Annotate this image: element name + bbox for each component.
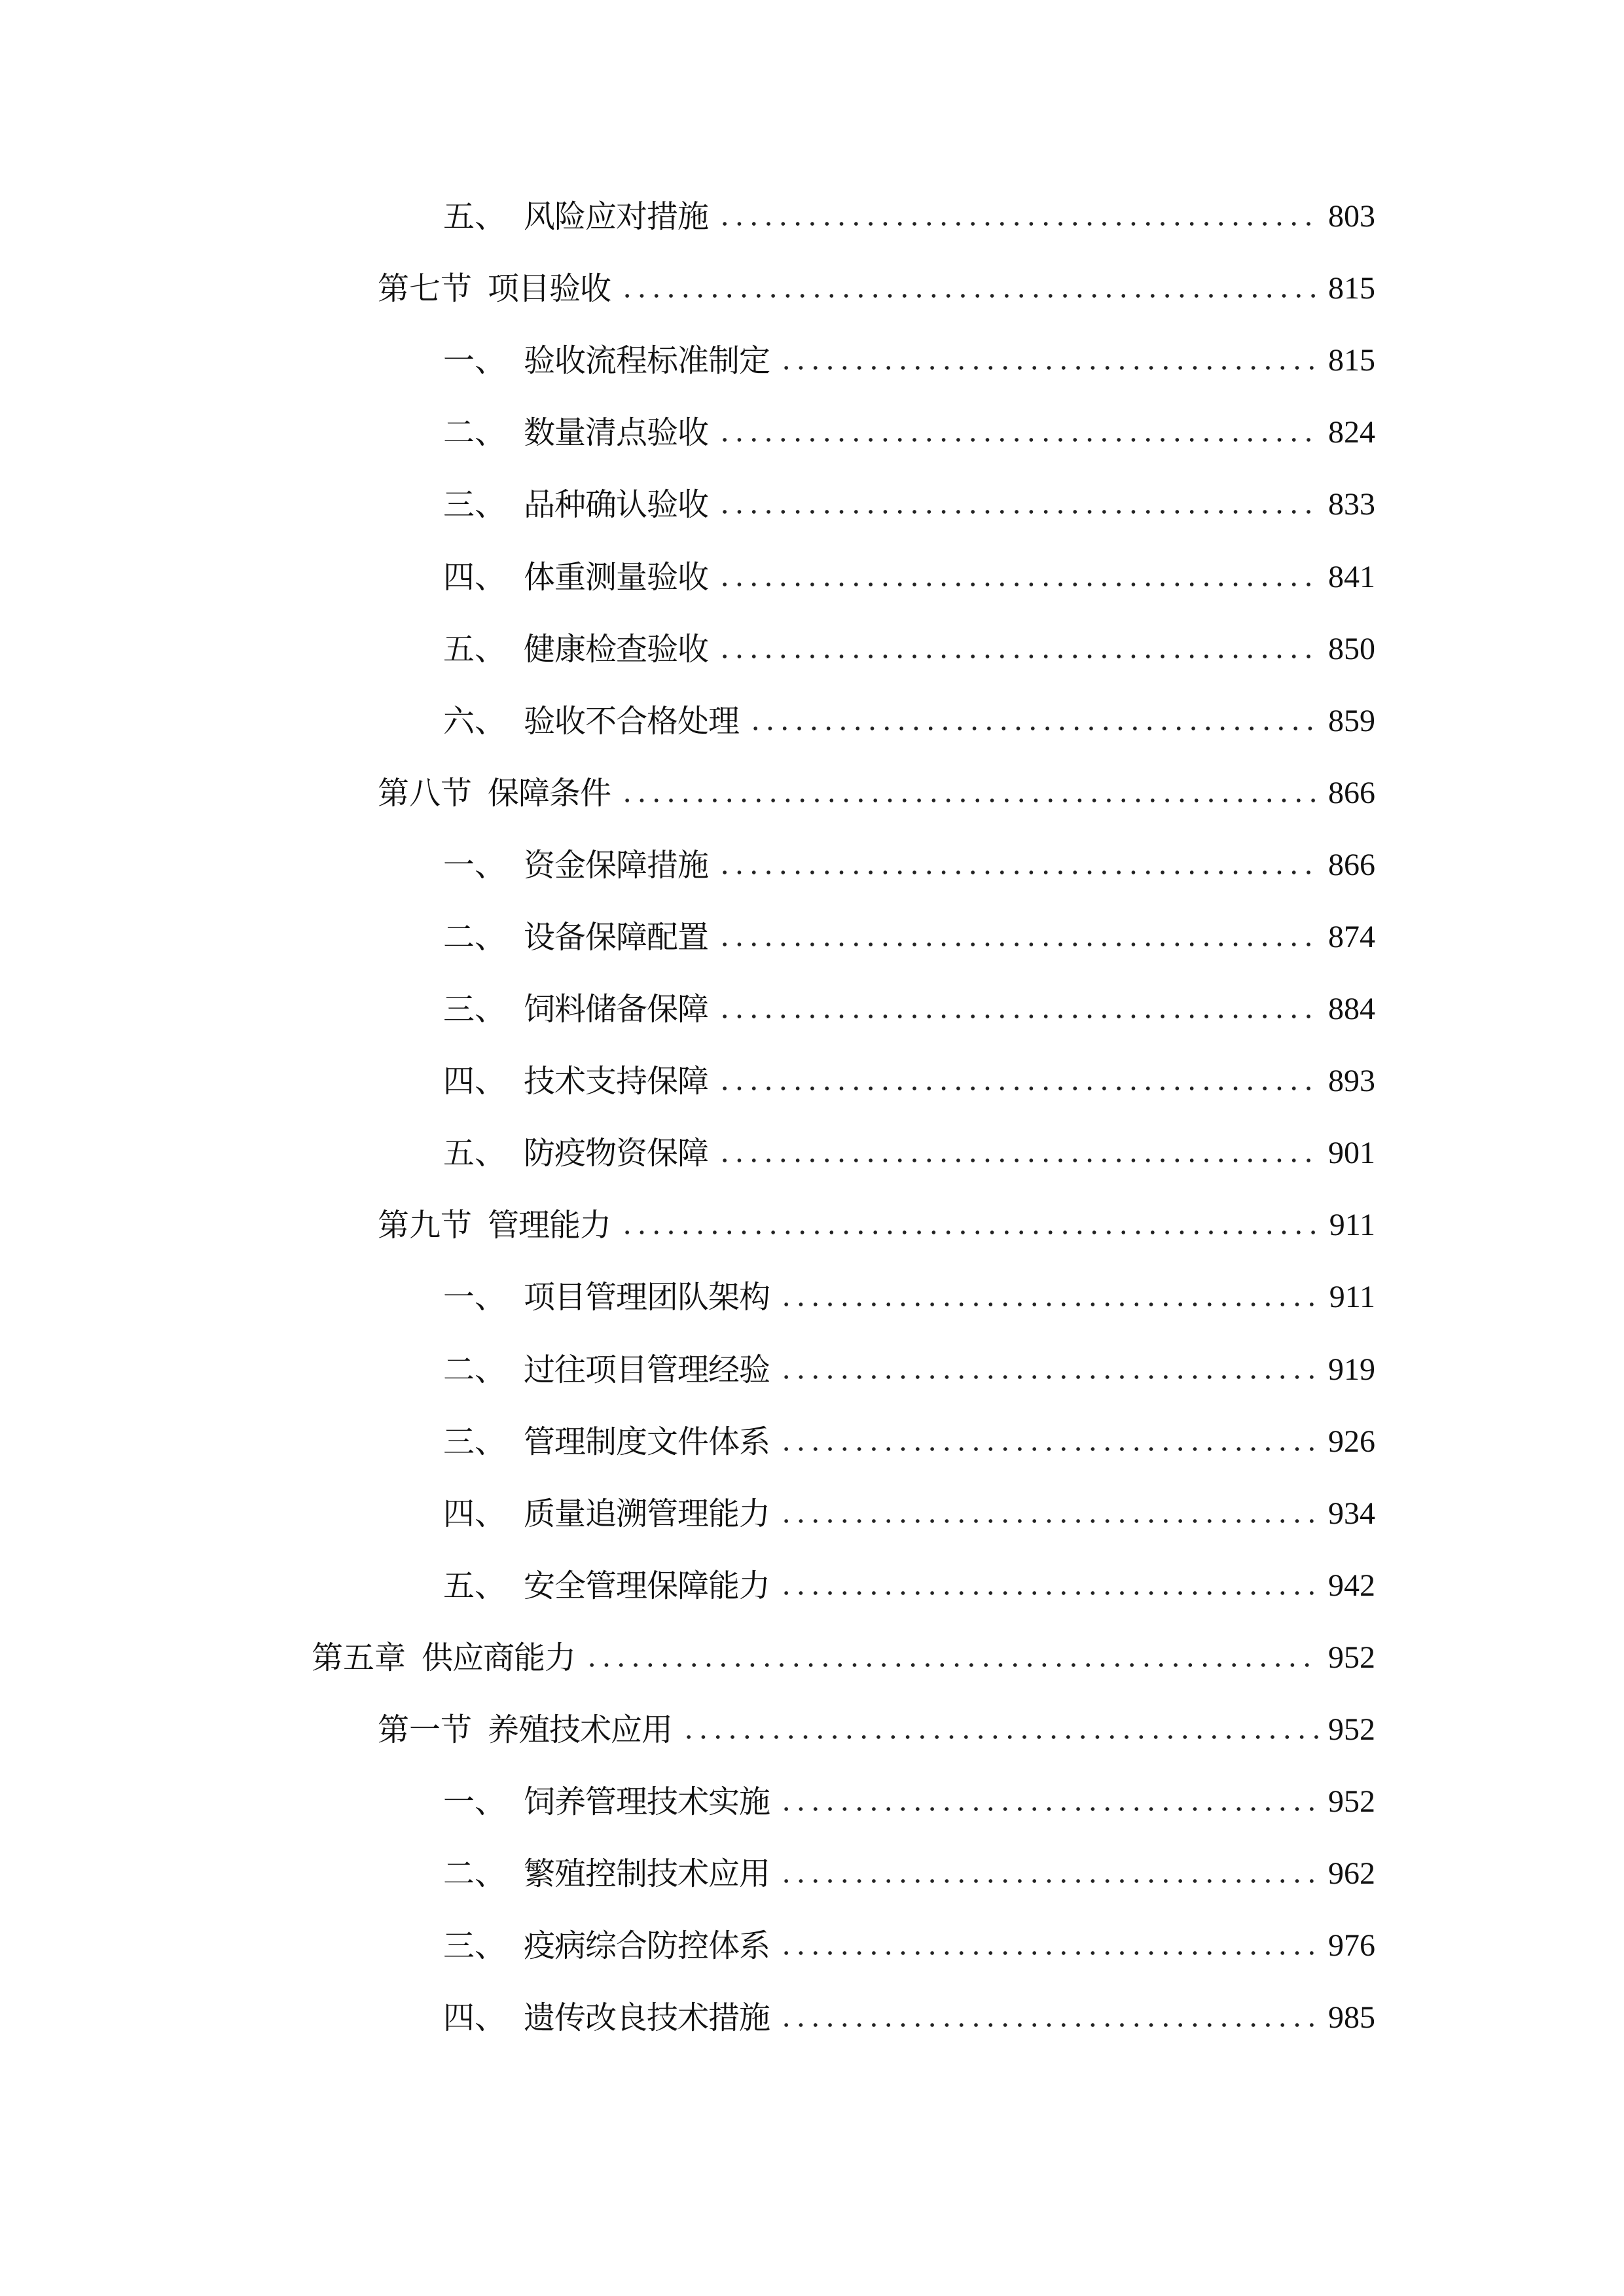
toc-entry-number: 四、 [443,1063,507,1100]
dot-leader [748,725,1319,732]
toc-entry[interactable] [0,1910,1624,1982]
toc-entry-title: 过往项目管理经验 [524,1351,770,1388]
toc-entry[interactable] [0,973,1624,1045]
toc-entry-number: 三、 [443,991,507,1028]
toc-entry-number: 一、 [443,846,507,884]
toc-entry-page: 833 [1328,487,1375,522]
toc-entry-page: 824 [1328,415,1375,450]
toc-entry-page: 934 [1328,1496,1375,1531]
dot-leader [779,1590,1319,1596]
toc-entry-page: 942 [1328,1568,1375,1603]
toc-entry-page: 952 [1328,1712,1375,1748]
toc-entry-number: 一、 [443,342,507,380]
toc-entry[interactable] [0,325,1624,397]
dot-leader [779,1806,1319,1812]
dot-leader [585,1662,1319,1668]
dot-leader [779,1950,1319,1956]
toc-entry-number: 六、 [443,702,507,740]
toc-entry-page: 866 [1328,847,1375,882]
dot-leader [779,365,1319,371]
dot-leader [717,581,1319,588]
toc-entry-number: 第五章 [312,1639,406,1676]
toc-entry-page: 919 [1328,1352,1375,1387]
toc-entry-page: 866 [1328,775,1375,810]
toc-entry-title: 安全管理保障能力 [524,1567,770,1604]
toc-entry-title: 管理制度文件体系 [524,1423,770,1460]
toc-entry-number: 第七节 [378,270,473,308]
toc-entry-title: 项目管理团队架构 [524,1279,770,1316]
toc-entry-page: 803 [1328,199,1375,234]
toc-entry-page: 911 [1329,1280,1375,1315]
toc-entry-title: 项目验收 [488,270,611,308]
toc-entry[interactable] [0,1045,1624,1117]
toc-entry-title: 遗传改良技术措施 [524,2000,770,2037]
dot-leader [717,1085,1319,1092]
toc-entry[interactable] [0,541,1624,613]
toc-entry-page: 815 [1328,271,1375,306]
toc-entry-number: 一、 [443,1784,507,1821]
toc-entry-title: 管理能力 [488,1207,611,1244]
toc-entry-page: 884 [1328,992,1375,1027]
dot-leader [620,293,1319,299]
toc-entry-page: 962 [1328,1856,1375,1892]
toc-entry-title: 健康检查验收 [524,630,709,668]
toc-entry[interactable] [0,1478,1624,1550]
dot-leader [779,1446,1319,1452]
toc-entry-title: 饲养管理技术实施 [524,1784,770,1821]
toc-entry-number: 二、 [443,918,507,956]
toc-entry-title: 饲料储备保障 [524,991,709,1028]
toc-entry[interactable] [0,1550,1624,1622]
toc-entry-title: 疫病综合防控体系 [524,1928,770,1965]
toc-entry-number: 四、 [443,558,507,596]
toc-entry-number: 五、 [443,1135,507,1172]
toc-entry[interactable] [0,1694,1624,1766]
toc-entry-title: 养殖技术应用 [488,1712,673,1749]
toc-entry[interactable] [0,253,1624,325]
toc-entry-page: 985 [1328,2000,1375,2036]
toc-entry-title: 验收流程标准制定 [524,342,770,380]
toc-entry-number: 第九节 [378,1207,473,1244]
toc-entry[interactable] [0,901,1624,973]
dot-leader [717,221,1319,227]
toc-entry-page: 893 [1328,1064,1375,1099]
toc-entry-title: 供应商能力 [422,1639,576,1676]
toc-entry[interactable] [0,181,1624,253]
toc-entry-page: 952 [1328,1784,1375,1820]
toc-entry-number: 五、 [443,630,507,668]
toc-entry-title: 保障条件 [488,774,611,812]
toc-entry[interactable] [0,685,1624,757]
toc-entry-number: 四、 [443,2000,507,2037]
toc-entry-title: 体重测量验收 [524,558,709,596]
dot-leader [779,1374,1319,1380]
dot-leader [620,797,1319,804]
toc-entry-number: 五、 [443,198,507,236]
toc-entry-page: 901 [1328,1136,1375,1171]
table-of-contents [0,181,1624,2054]
dot-leader [717,941,1319,948]
toc-entry-title: 设备保障配置 [524,918,709,956]
toc-entry-title: 风险应对措施 [524,198,709,236]
toc-entry[interactable] [0,469,1624,541]
toc-entry[interactable] [0,1334,1624,1406]
dot-leader [779,1301,1320,1308]
toc-entry[interactable] [0,1406,1624,1478]
toc-entry[interactable] [0,1261,1624,1333]
toc-entry-number: 二、 [443,414,507,452]
toc-entry-page: 976 [1328,1928,1375,1964]
toc-entry[interactable] [0,829,1624,901]
toc-entry-page: 952 [1328,1640,1375,1675]
toc-entry[interactable] [0,1766,1624,1838]
toc-entry-page: 911 [1329,1208,1375,1243]
dot-leader [620,1229,1320,1236]
toc-entry[interactable] [0,1838,1624,1910]
toc-entry[interactable] [0,1117,1624,1189]
toc-entry[interactable] [0,613,1624,685]
toc-entry[interactable] [0,1982,1624,2054]
toc-entry-page: 874 [1328,919,1375,954]
toc-entry-number: 第八节 [378,774,473,812]
dot-leader [779,2022,1319,2028]
toc-entry-title: 品种确认验收 [524,486,709,524]
dot-leader [717,437,1319,443]
toc-entry-page: 841 [1328,559,1375,594]
toc-entry-page: 926 [1328,1424,1375,1459]
toc-entry-number: 二、 [443,1351,507,1388]
toc-entry-number: 三、 [443,1928,507,1965]
toc-entry-number: 三、 [443,1423,507,1460]
toc-entry-title: 资金保障措施 [524,846,709,884]
toc-entry-page: 859 [1328,703,1375,738]
dot-leader [681,1734,1319,1740]
toc-entry-number: 一、 [443,1279,507,1316]
dot-leader [779,1878,1319,1884]
dot-leader [717,1013,1319,1020]
toc-entry-title: 技术支持保障 [524,1063,709,1100]
toc-entry-title: 质量追溯管理能力 [524,1495,770,1532]
toc-entry[interactable] [0,757,1624,829]
toc-entry[interactable] [0,1189,1624,1261]
toc-entry-number: 三、 [443,486,507,524]
toc-entry-page: 850 [1328,631,1375,666]
toc-entry[interactable] [0,1622,1624,1694]
toc-entry-page: 815 [1328,343,1375,378]
dot-leader [717,653,1319,660]
toc-entry-number: 五、 [443,1567,507,1604]
toc-entry[interactable] [0,397,1624,469]
toc-entry-number: 四、 [443,1495,507,1532]
toc-entry-title: 防疫物资保障 [524,1135,709,1172]
toc-entry-title: 繁殖控制技术应用 [524,1856,770,1893]
toc-entry-title: 数量清点验收 [524,414,709,452]
dot-leader [717,1157,1319,1164]
toc-entry-number: 第一节 [378,1712,473,1749]
dot-leader [717,869,1319,876]
dot-leader [717,509,1319,515]
dot-leader [779,1518,1319,1524]
toc-entry-number: 二、 [443,1856,507,1893]
toc-entry-title: 验收不合格处理 [524,702,740,740]
